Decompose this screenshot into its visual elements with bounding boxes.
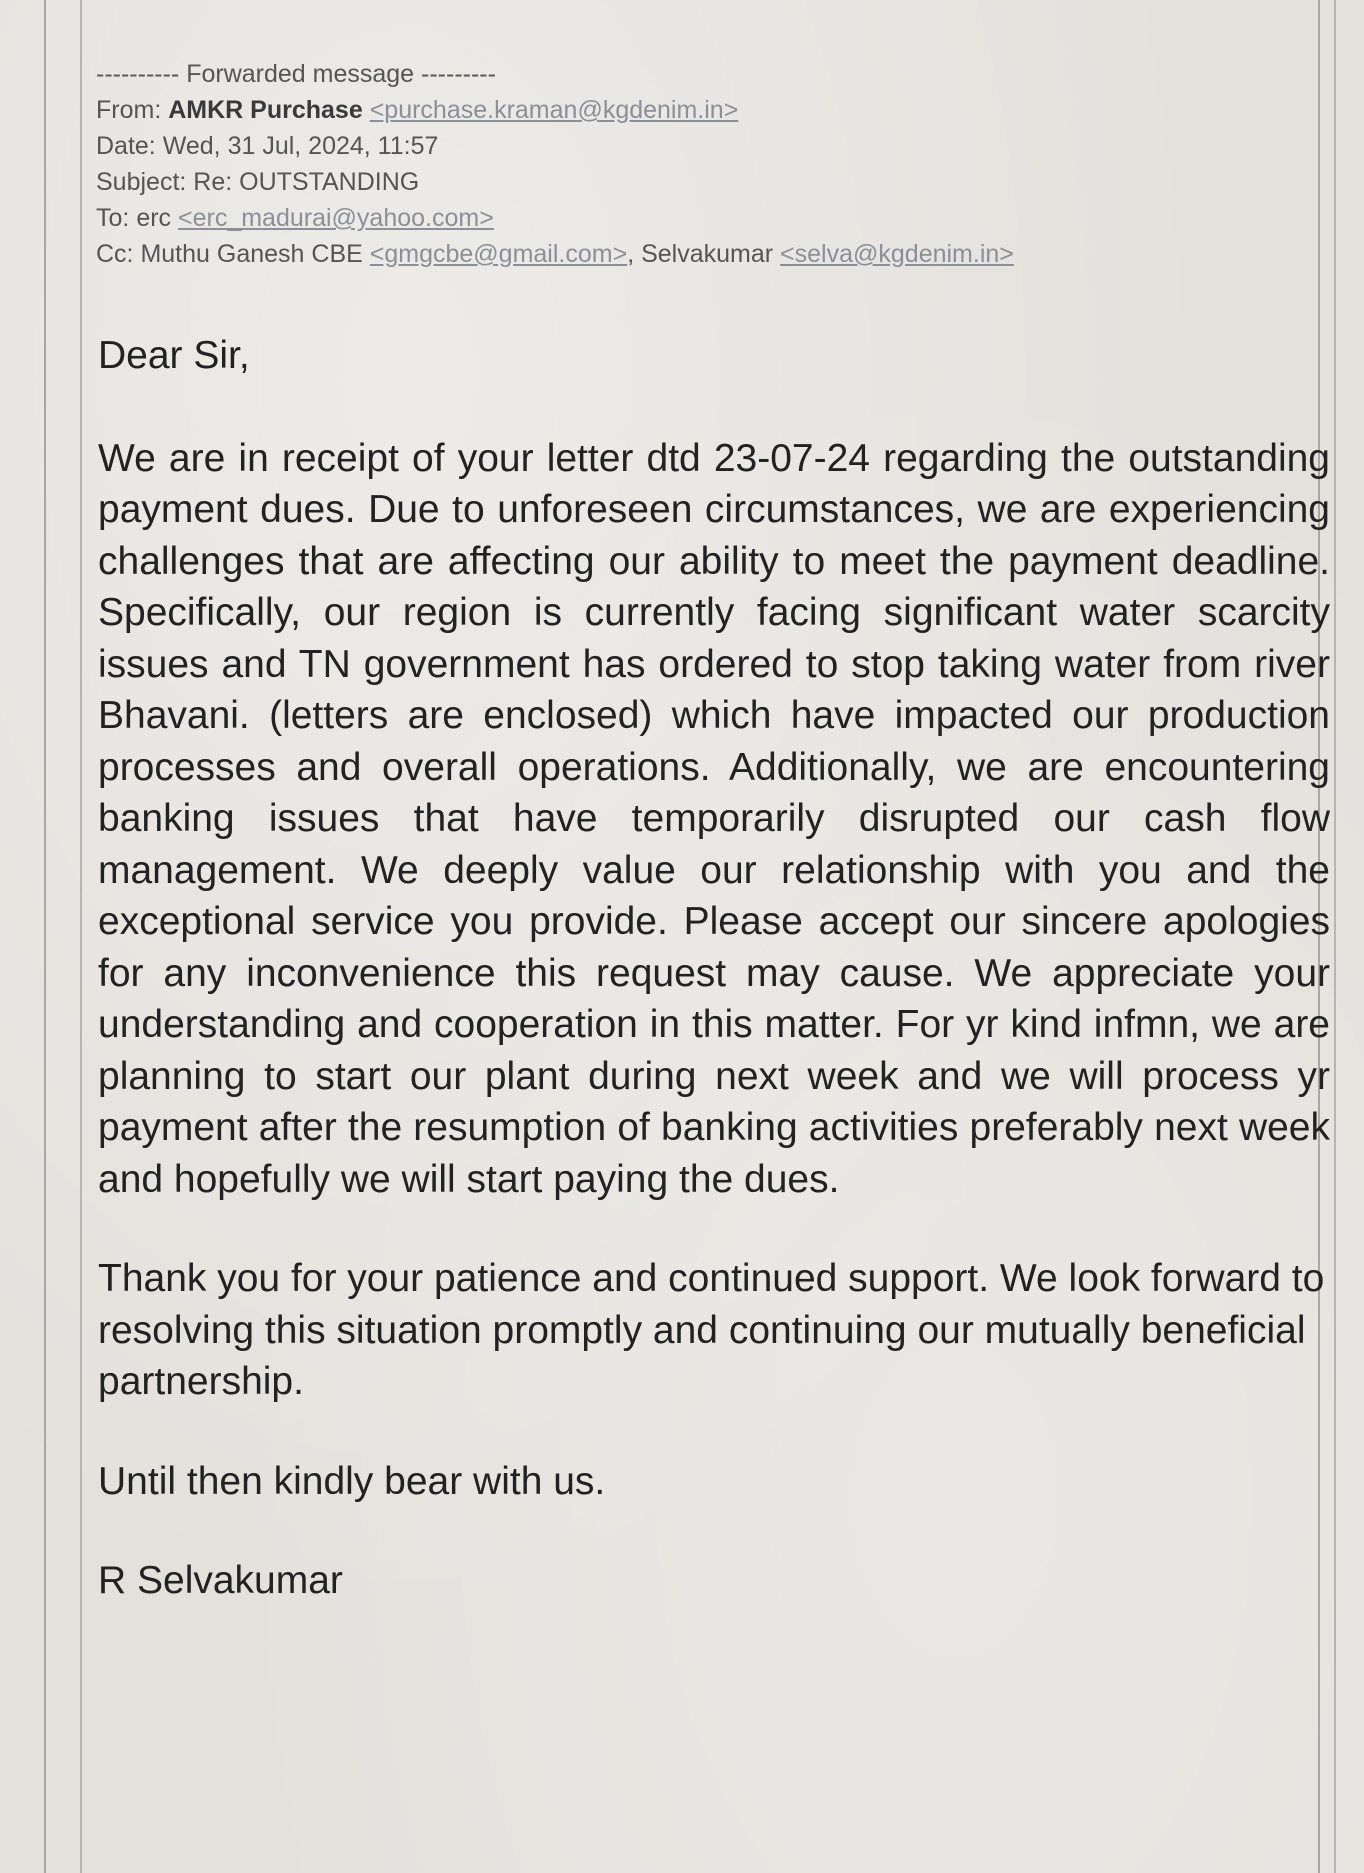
date-label: Date: (96, 132, 156, 160)
to-line (96, 200, 1256, 236)
cc-email-link-2[interactable]: <selva@kgdenim.in> (780, 240, 1014, 268)
page-margin-line (80, 0, 82, 1873)
from-line (96, 92, 1256, 128)
letter-paragraph-closing: Until then kindly bear with us. (98, 1459, 606, 1503)
date-line (96, 128, 1256, 164)
cc-label: Cc: (96, 240, 134, 268)
letter-paragraph-main: We are in receipt of your letter dtd 23-07-24 regarding the outstanding payment dues. Due to unforeseen circumstances, we are experiencing challenges that are affecting our ability to meet the payment deadline. Specifically, our region is currently facing significant water scarcity issues and TN government has ordered to stop taking water from river Bhavani. (letters are enclosed) which have impacted our production processes and overall operations. Additionally, we are encountering banking issues that have temporarily disrupted our cash flow management. We deeply value our relationship with you and the exceptional service you provide. Please accept our sincere apologies for any inconvenience this request may cause. We appreciate your understanding and cooperation in this matter. For yr kind infmn, we are planning to start our plant during next week and we will process yr payment after the resumption of banking activities preferably next week and hopefully we will start paying the dues. (98, 436, 1330, 1201)
forwarded-message-label: ---------- Forwarded message --------- (96, 60, 496, 88)
cc-separator: , (627, 240, 635, 268)
letter-paragraph-thanks: Thank you for your patience and continued support. We look forward to resolving this situation promptly and continuing our mutually beneficial partnership. (98, 1257, 1325, 1403)
subject-value: Re: OUTSTANDING (193, 168, 420, 196)
from-name: AMKR Purchase (168, 96, 363, 124)
cc-email-link-1[interactable]: <gmgcbe@gmail.com> (369, 240, 628, 268)
date-value: Wed, 31 Jul, 2024, 11:57 (162, 132, 439, 160)
cc-line (96, 236, 1256, 272)
to-label: To: (96, 204, 130, 232)
from-email-link[interactable]: <purchase.kraman@kgdenim.in> (369, 96, 739, 124)
page-margin-line (1334, 0, 1336, 1873)
subject-line (96, 164, 1256, 200)
subject-label: Subject: (96, 168, 187, 196)
letter-body (98, 330, 1330, 1607)
letter-signature: R Selvakumar (98, 1559, 343, 1602)
from-label: From: (96, 96, 162, 124)
cc-name-1: Muthu Ganesh CBE (140, 240, 363, 268)
letter-greeting: Dear Sir, (98, 334, 250, 377)
to-name: erc (136, 204, 172, 232)
cc-name-2: Selvakumar (641, 240, 774, 268)
to-email-link[interactable]: <erc_madurai@yahoo.com> (178, 204, 494, 232)
email-header (96, 56, 1256, 272)
page-edge-line (44, 0, 46, 1873)
